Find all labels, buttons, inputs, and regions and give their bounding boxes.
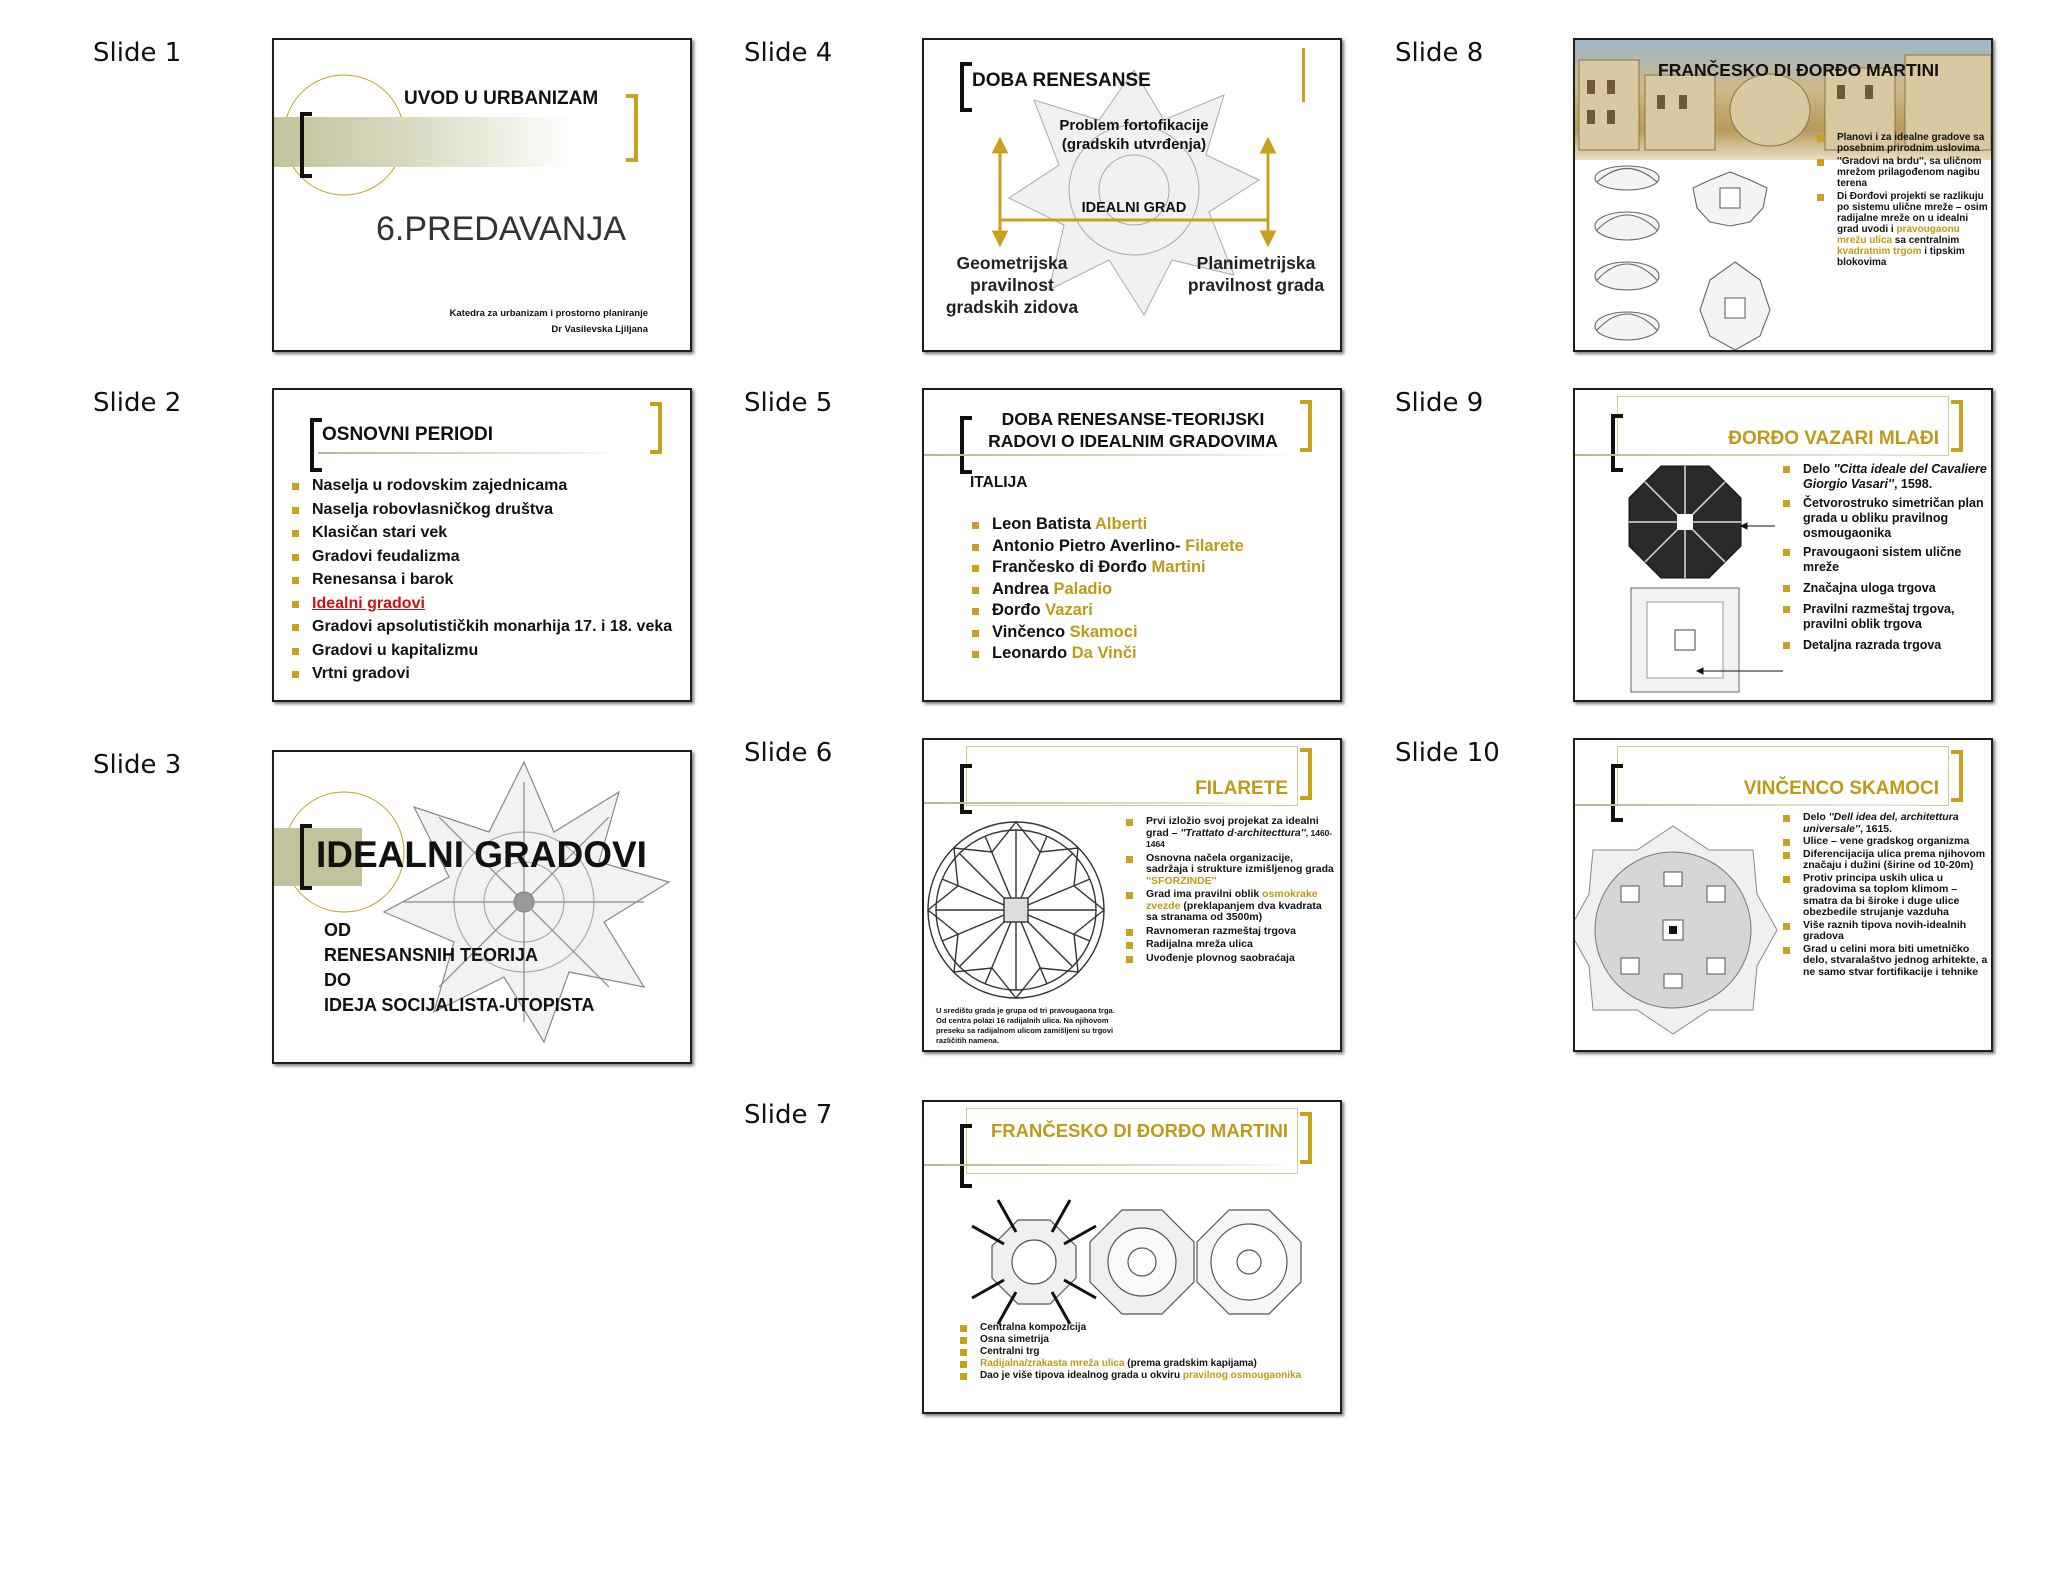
list-item: ''Gradovi na brdu'', sa uličnom mrežom prilagođenom nagibu terena: [1815, 156, 1991, 189]
bracket-left: [310, 418, 322, 472]
subtitle-line: IDEJA SOCIJALISTA-UTOPISTA: [324, 995, 595, 1015]
slide-title: ĐORĐO VAZARI MLAĐI: [1728, 428, 1939, 449]
list-item: Više raznih tipova novih-idealnih gradova: [1781, 920, 1991, 943]
list-item: Grad u celini mora biti umetničko delo, stvaralaštvo jednog arhitekte, a ne samo stvar fortifikacije i tehnike: [1781, 944, 1991, 979]
period-list: [290, 474, 690, 686]
list-item: Pravougaoni sistem ulične mreže: [1781, 545, 1989, 575]
subtitle-line: RENESANSNIH TEORIJA: [324, 945, 539, 965]
list-item: Renesansa i barok: [290, 568, 690, 592]
list-item: Ravnomeran razmeštaj trgova: [1124, 926, 1336, 938]
list-item: Centralna kompozicija: [958, 1322, 1328, 1333]
list-item: Uvođenje plovnog saobraćaja: [1124, 953, 1336, 965]
slide-title: FRANČESKO DI ĐORĐO MARTINI: [990, 1120, 1288, 1141]
list-item: Centralni trg: [958, 1346, 1328, 1357]
list-item: Naselja u rodovskim zajednicama: [290, 474, 690, 498]
scamozzi-bullets: [1781, 812, 1991, 979]
list-item: Andrea Paladio: [970, 579, 1330, 601]
list-item: Dao je više tipova idealnog grada u okviru pravilnog osmougaonika: [958, 1370, 1328, 1381]
list-item: Osna simetrija: [958, 1334, 1328, 1345]
slide-title: IDEALNI GRADOVI: [316, 834, 647, 875]
list-item: Gradovi apsolutističkih monarhija 17. i 18. veka: [290, 615, 690, 639]
slide-thumbnail-9[interactable]: [1573, 388, 1993, 702]
list-item: Radijalna mreža ulica: [1124, 939, 1336, 951]
filarete-bullets: [1124, 816, 1336, 966]
slide-label-2: Slide 2: [93, 388, 182, 418]
bracket-right: [626, 94, 638, 162]
slide-title: DOBA RENESANSE: [972, 70, 1151, 91]
list-item: Gradovi feudalizma: [290, 545, 690, 569]
list-item: Planovi i za idealne gradove sa posebnim prirodnim uslovima: [1815, 132, 1991, 154]
slide-label-5: Slide 5: [744, 388, 833, 418]
slide-label-7: Slide 7: [744, 1100, 833, 1130]
list-item: Frančesko di Đorđo Martini: [970, 557, 1330, 579]
slide-title: FRANČESKO DI ĐORĐO MARTINI: [1658, 60, 1939, 80]
list-item: Naselja robovlasničkog društva: [290, 498, 690, 522]
martini-bullets: [958, 1322, 1328, 1383]
list-item-link[interactable]: Idealni gradovi: [290, 592, 690, 616]
left-label: Geometrijska pravilnost gradskih zidova: [945, 253, 1079, 317]
plan-caption: U središtu grada je grupa od tri pravougaona trga. Od centra polazi 16 radijalnih ulica. Na njihovom preseku sa radijalnom ulicom zamišljeni su trgovi različitih namena.: [936, 1006, 1115, 1045]
bracket-left: [300, 112, 312, 178]
list-item: Radijalna/zrakasta mreža ulica (prema gradskim kapijama): [958, 1358, 1328, 1369]
vasari-bullets: [1781, 462, 1989, 658]
slide-title: FILARETE: [1195, 778, 1288, 799]
list-item: Prvi izložio svoj projekat za idealni grad – ''Trattato d·architecttura'', 1460-1464: [1124, 816, 1336, 851]
slide-thumbnail-7[interactable]: [922, 1100, 1342, 1414]
slide-label-1: Slide 1: [93, 38, 182, 68]
slide-thumbnail-3[interactable]: [272, 750, 692, 1064]
author-text: Dr Vasilevska Ljiljana: [551, 324, 648, 335]
list-item: Vrtni gradovi: [290, 662, 690, 686]
right-label: Planimetrijska pravilnost grada: [1187, 253, 1325, 295]
list-item: Grad ima pravilni oblik osmokrake zvezde (preklapanjem dva kvadrata sa stranama od 3500m): [1124, 889, 1336, 924]
slide-title: VINČENCO SKAMOCI: [1743, 778, 1939, 799]
center-label: IDEALNI GRAD: [1081, 200, 1187, 216]
list-item: Ulice – vene gradskog organizma: [1781, 836, 1991, 848]
problem-text: Problem fortofikacije (gradskih utvrđenja): [1059, 117, 1209, 153]
martini-hill-bullets: [1815, 132, 1991, 270]
list-item: Četvorostruko simetričan plan grada u obliku pravilnog osmougaonika: [1781, 496, 1989, 541]
slide-label-8: Slide 8: [1395, 38, 1484, 68]
list-item: Vinčenco Skamoci: [970, 622, 1330, 644]
department-text: Katedra za urbanizam i prostorno planiranje: [449, 308, 648, 319]
theorist-list: [970, 514, 1330, 665]
list-item: Leonardo Da Vinči: [970, 643, 1330, 665]
list-item: Pravilni razmeštaj trgova, pravilni oblik trgova: [1781, 602, 1989, 632]
list-item: Đorđo Vazari: [970, 600, 1330, 622]
list-item: Značajna uloga trgova: [1781, 581, 1989, 596]
list-item: Delo ''Citta ideale del Cavaliere Giorgio Vasari'', 1598.: [1781, 462, 1989, 492]
slide-thumbnail-6[interactable]: [922, 738, 1342, 1052]
slide-thumbnail-2[interactable]: [272, 388, 692, 702]
country-label: ITALIJA: [970, 474, 1028, 491]
list-item: Leon Batista Alberti: [970, 514, 1330, 536]
slide-thumbnail-10[interactable]: [1573, 738, 1993, 1052]
slide-label-6: Slide 6: [744, 738, 833, 768]
list-item: Gradovi u kapitalizmu: [290, 639, 690, 663]
slide-thumbnail-4[interactable]: [922, 38, 1342, 352]
list-item: Di Đorđovi projekti se razlikuju po sistemu ulične mreže – osim radijalne mreže on u idealni grad uvodi i pravougaonu mrežu ulica sa centralnim kvadratnim trgom i tipskim blokovima: [1815, 191, 1991, 268]
list-item: Diferencijacija ulica prema njihovom značaju i dužini (širine od 10-20m): [1781, 849, 1991, 872]
slide-thumbnail-8[interactable]: [1573, 38, 1993, 352]
slide-label-10: Slide 10: [1395, 738, 1500, 768]
bracket-left: [300, 824, 312, 890]
list-item: Klasičan stari vek: [290, 521, 690, 545]
slide-label-9: Slide 9: [1395, 388, 1484, 418]
slide-thumbnail-5[interactable]: [922, 388, 1342, 702]
subtitle-line: OD: [324, 920, 351, 940]
list-item: Antonio Pietro Averlino- Filarete: [970, 536, 1330, 558]
list-item: Osnovna načela organizacije, sadržaja i strukture izmišljenog grada ''SFORZINDE'': [1124, 853, 1336, 888]
bracket-right: [1300, 400, 1312, 452]
slide-subtitle: 6.PREDAVANJA: [376, 210, 627, 248]
slide-title: UVOD U URBANIZAM: [404, 88, 599, 109]
bracket-right: [650, 402, 662, 454]
slide-title: DOBA RENESANSE-TEORIJSKI RADOVI O IDEALNIM GRADOVIMA: [988, 409, 1278, 451]
slide-label-4: Slide 4: [744, 38, 833, 68]
subtitle-line: DO: [324, 970, 351, 990]
list-item: Detaljna razrada trgova: [1781, 638, 1989, 653]
list-item: Delo ''Dell idea del, architettura universale'', 1615.: [1781, 812, 1991, 835]
slide-title: OSNOVNI PERIODI: [322, 424, 494, 445]
list-item: Protiv principa uskih ulica u gradovima sa toplom klimom – smatra da bi široke i duge ulice obezbedile strujanje vazduha: [1781, 873, 1991, 919]
slide-thumbnail-1[interactable]: [272, 38, 692, 352]
slide-label-3: Slide 3: [93, 750, 182, 780]
